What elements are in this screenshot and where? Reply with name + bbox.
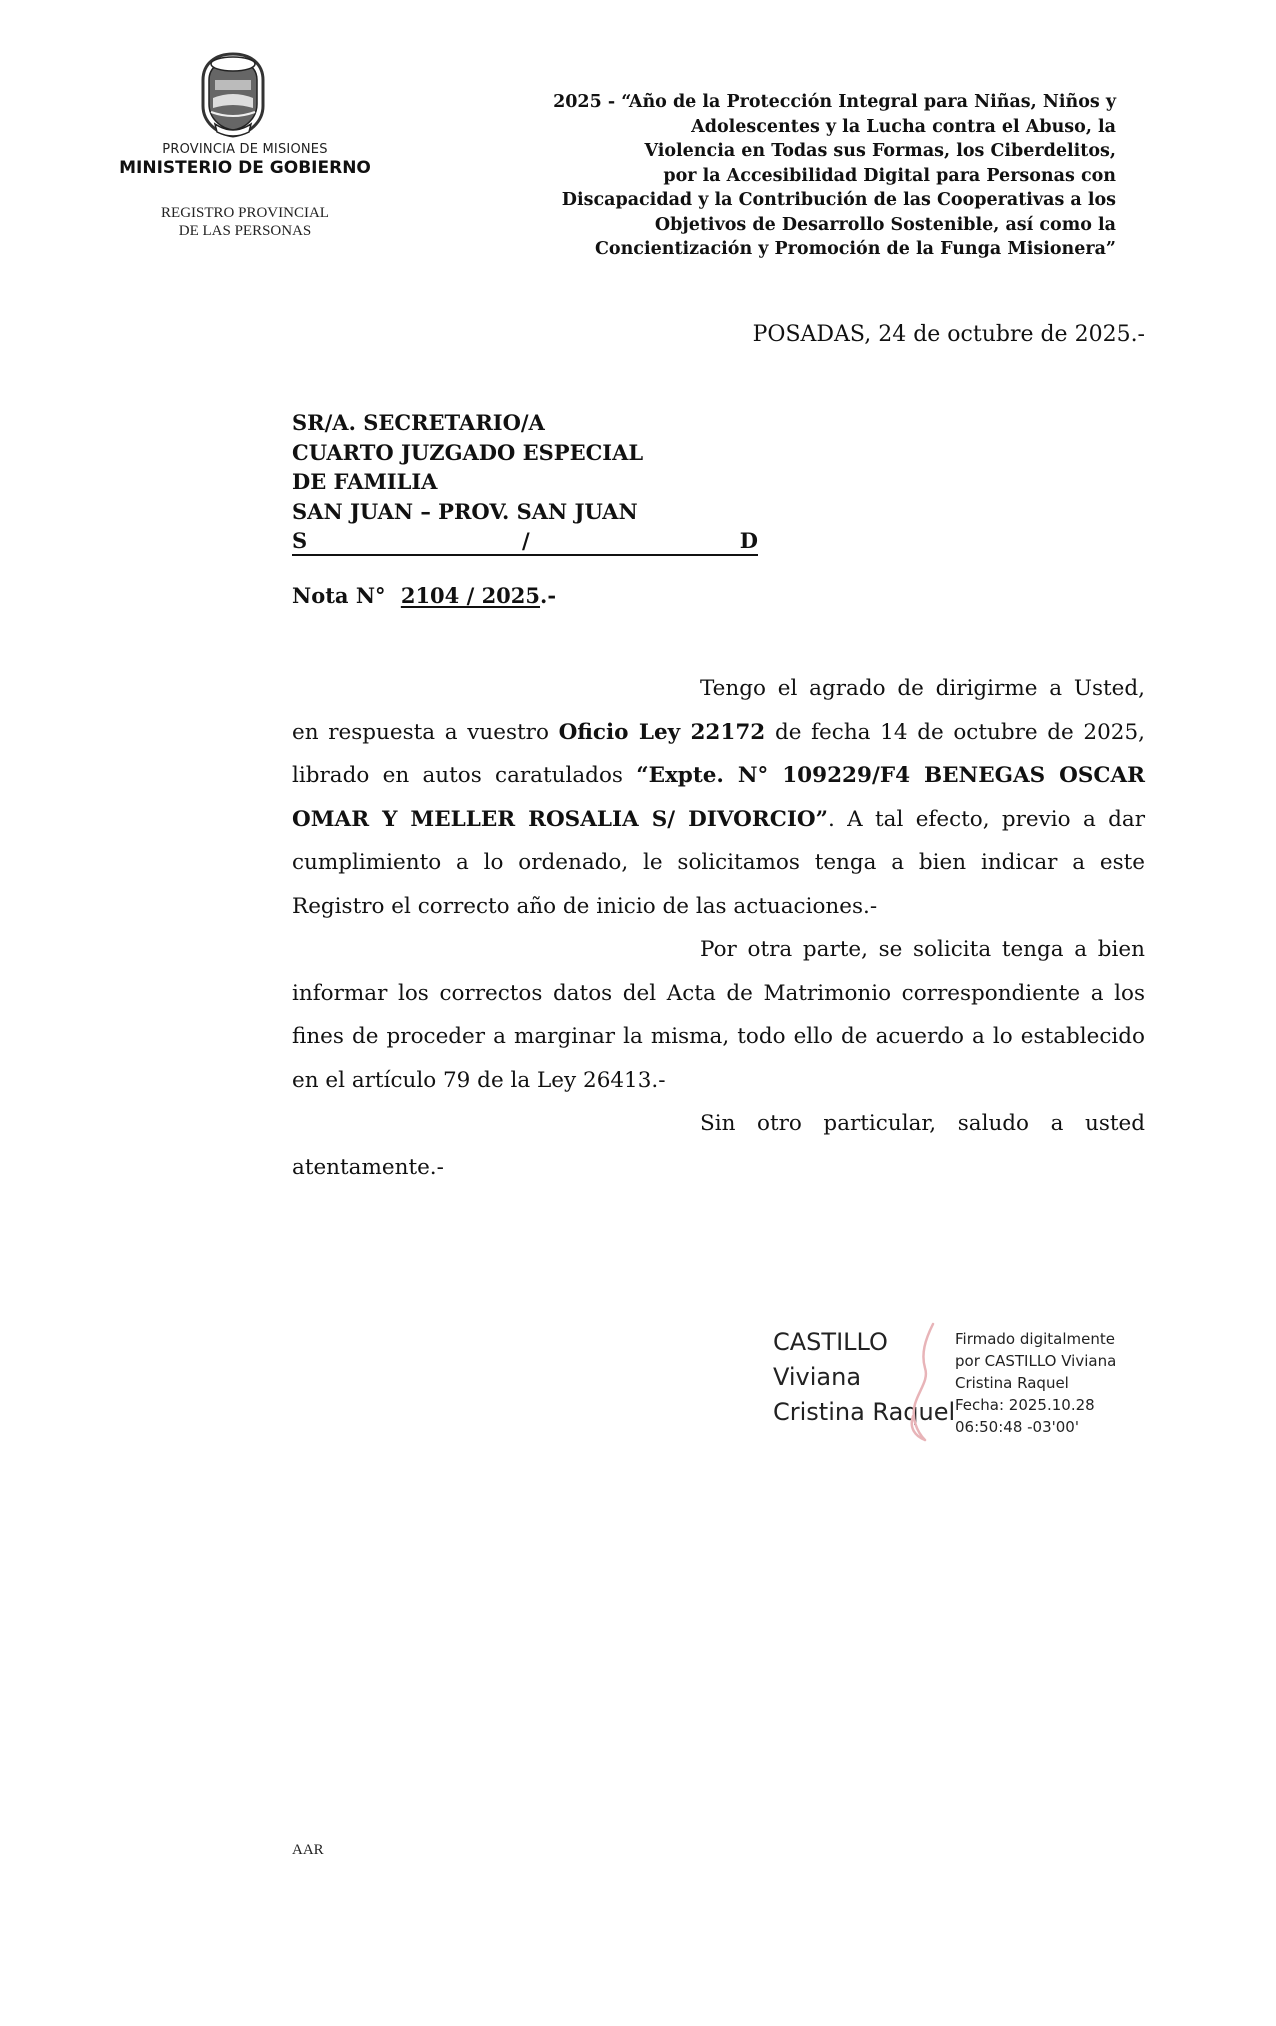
- provincia-de-misiones-seal-icon: [185, 50, 281, 140]
- body-text: Tengo el agrado de dirigirme a Usted, en respuesta a vuestro: [292, 676, 1145, 745]
- addressee-block: [292, 408, 762, 556]
- org-registry: [110, 204, 380, 240]
- note-label: Nota N°: [292, 583, 386, 608]
- note-number: [292, 583, 556, 608]
- body-paragraph: Por otra parte, se solicita tenga a bien informar los correctos datos del Acta de Matrimonio correspondiente a los fines de proceder a marginar la misma, todo ello de acuerdo a lo establecido en el artículo 79 de la Ley 26413.-: [292, 937, 1145, 1093]
- document-date: POSADAS, 24 de octubre de 2025.-: [752, 322, 1145, 347]
- sd-s: S: [292, 528, 308, 553]
- body-bold-text: Oficio Ley 22172: [558, 719, 766, 745]
- org-province: PROVINCIA DE MISIONES: [162, 142, 328, 157]
- body-paragraph: Sin otro particular, saludo a usted atentamente.-: [292, 1111, 1145, 1180]
- addressee-line: SR/A. SECRETARIO/A: [292, 410, 545, 435]
- letter-body: [292, 667, 1145, 1189]
- digital-signature-mark-icon: [895, 1320, 955, 1445]
- sd-d: D: [739, 528, 758, 553]
- signature-info-line: Cristina Raquel: [955, 1374, 1069, 1392]
- signature-name-line: CASTILLO: [773, 1328, 888, 1356]
- signature-info-line: por CASTILLO Viviana: [955, 1352, 1117, 1370]
- salutation-sd-line: [292, 526, 758, 556]
- motto-line: Discapacidad y la Contribución de las Cooperativas a los: [561, 190, 1116, 210]
- motto-line: Adolescentes y la Lucha contra el Abuso, la: [691, 116, 1116, 137]
- motto-line: Violencia en Todas sus Formas, los Ciberdelitos,: [644, 141, 1116, 161]
- org-registry-line: DE LAS PERSONAS: [178, 223, 312, 239]
- body-text: . A tal efecto, previo a dar cumplimiento a lo ordenado, le solicitamos tenga a bien indicar a este Registro el correcto año de inicio de las actuaciones.-: [292, 806, 1145, 919]
- signature-info-line: Fecha: 2025.10.28: [955, 1396, 1095, 1414]
- body-paragraph: [292, 667, 1145, 928]
- org-registry-line: REGISTRO PROVINCIAL: [161, 205, 329, 221]
- note-suffix: .-: [540, 583, 557, 608]
- motto-line: por la Accesibilidad Digital para Personas con: [663, 165, 1116, 186]
- signature-info-line: 06:50:48 -03'00': [955, 1418, 1079, 1436]
- note-number-value: 2104 / 2025: [400, 583, 541, 608]
- header-motto: [488, 90, 1116, 262]
- author-initials: AAR: [292, 1842, 324, 1858]
- addressee-line: CUARTO JUZGADO ESPECIAL: [292, 439, 644, 465]
- org-ministry: MINISTERIO DE GOBIERNO: [119, 158, 371, 178]
- addressee-line: SAN JUAN – PROV. SAN JUAN: [292, 498, 638, 524]
- motto-line: 2025 - “Año de la Protección Integral para Niñas, Niños y: [553, 92, 1116, 112]
- motto-line: Objetivos de Desarrollo Sostenible, así como la: [654, 214, 1116, 235]
- motto-line: Concientización y Promoción de la Funga Misionera”: [594, 239, 1116, 259]
- signature-info-line: Firmado digitalmente: [955, 1330, 1115, 1348]
- sd-slash: /: [522, 528, 530, 553]
- body-text: de fecha 14 de octubre de 2025, librado en autos caratulados: [292, 719, 1145, 788]
- signature-info: [955, 1328, 1155, 1438]
- addressee-line: DE FAMILIA: [292, 469, 438, 494]
- signature-name-line: Cristina Raquel: [773, 1398, 956, 1426]
- case-title: “Expte. N° 109229/F4 BENEGAS OSCAR OMAR Y MELLER ROSALIA S/ DIVORCIO”: [292, 763, 1146, 832]
- signature-name-line: Viviana: [773, 1363, 862, 1391]
